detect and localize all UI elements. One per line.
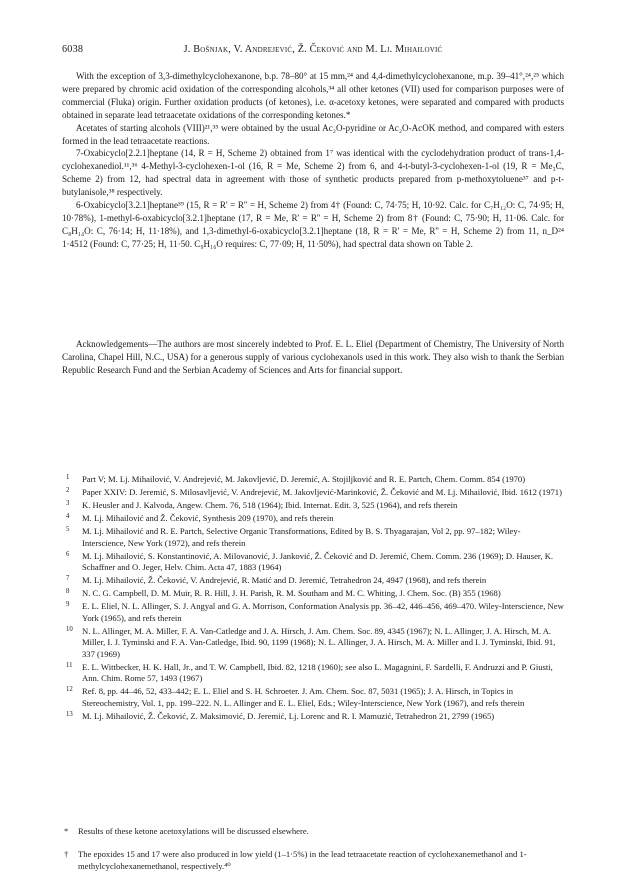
paragraph-ketones: With the exception of 3,3-dimethylcyclohexanone, b.p. 78–80° at 15 mm,²⁴ and 4,4-dimethylcyclohexanone, m.p. 39–41°,²⁴,²⁵ which were prepared by chromic acid oxidation of the corresponding alcohols,³⁴ all other ketones (VII) used for comparison purposes were of commercial (Fluka) origin. Further oxidation products (of ketones), i.e. α-acetoxy ketones, were separated and compared with products obtained in separate lead tetraacetate oxidations of the corresponding ketones.* bbox=[62, 71, 564, 120]
reference-item bbox=[62, 526, 564, 549]
footnote-text: Results of these ketone acetoxylations will be discussed elsewhere. bbox=[78, 826, 309, 836]
page-number: 6038 bbox=[62, 44, 84, 55]
paragraph-oxabicycloheptane: 7-Oxabicyclo[2.2.1]heptane (14, R = H, Scheme 2) obtained from 1⁷ was identical with the cyclodehydration product of trans-1,4-cyclohexanediol.¹¹,³⁶ 4-Methyl-3-cyclohexen-1-ol (16, R = Me, Scheme 2) from 6, and 4-t-butyl-3-cyclohexen-1-ol (19, R = Me₃C, Scheme 2) from 12, had spectral data in agreement with those of synthetic products prepared from p-methoxytoluene³⁷ and p-t-butylanisole,³⁸ respectively. bbox=[62, 148, 564, 198]
reference-text: M. Lj. Mihailović and Ž. Čeković, Synthesis 209 (1970), and refs therein bbox=[82, 512, 334, 523]
reference-number: 10 bbox=[66, 625, 73, 633]
reference-item bbox=[62, 474, 564, 486]
reference-text: M. Lj. Mihailović, Ž. Čeković, Z. Maksimović, D. Jeremić, Lj. Lorenc and R. I. Mamuzić, Tetrahedron 21, 2799 (1965) bbox=[82, 710, 495, 721]
reference-text: K. Heusler and J. Kalvoda, Angew. Chem. 76, 518 (1964); Ibid. Internat. Edit. 3, 525 (1964), and refs therein bbox=[82, 499, 458, 510]
reference-item bbox=[62, 711, 564, 723]
footnote-asterisk bbox=[62, 826, 580, 838]
reference-text: N. L. Allinger, M. A. Miller, F. A. Van-Catledge and J. A. Hirsch, J. Am. Chem. Soc. 89, 4345 (1967); N. L. Allinger, J. A. Hirsch, M. A. Miller, I. J. Tyminski and F. A. Van-Catledge, Ibid. 90, 1199 (1968); N. L. Allinger, J. A. Hirsch, M. A. Miller and I. J. Tyminski, Ibid. 91, 337 (1969) bbox=[82, 625, 556, 659]
reference-item bbox=[62, 588, 564, 600]
reference-number: 7 bbox=[66, 575, 70, 583]
reference-number: 6 bbox=[66, 550, 70, 558]
reference-text: M. Lj. Mihailović and R. E. Partch, Selective Organic Transformations, Edited by B. S. Thyagarajan, Vol 2, pp. 97–182; Wiley-Interscience, New York (1972), and refs therein bbox=[82, 525, 521, 548]
reference-item bbox=[62, 575, 564, 587]
reference-item bbox=[62, 487, 564, 499]
experimental-text bbox=[62, 70, 564, 251]
reference-text: Paper XXIV: D. Jeremić, S. Milosavljević, V. Andrejević, M. Jakovljević-Marinković, Ž. Čeković and M. Lj. Mihailović, Ibid. 1612 (1971) bbox=[82, 486, 562, 497]
reference-item bbox=[62, 686, 564, 709]
reference-number: 1 bbox=[66, 474, 70, 481]
reference-list bbox=[62, 474, 564, 724]
reference-number: 2 bbox=[66, 486, 70, 494]
footnote-text: The epoxides 15 and 17 were also produced in low yield (1–1·5%) in the lead tetraacetate reaction of cyclohexanemethanol and 1-methylcyclohexanemethanol, respectively.⁴⁰ bbox=[78, 849, 527, 871]
reference-number: 5 bbox=[66, 525, 70, 533]
reference-number: 9 bbox=[66, 601, 70, 609]
reference-text: N. C. G. Campbell, D. M. Muir, R. R. Hill, J. H. Parish, R. M. Southam and M. C. Whiting, J. Chem. Soc. (B) 355 (1968) bbox=[82, 588, 501, 599]
paragraph-acetates: Acetates of starting alcohols (VIII)²¹,³⁵ were obtained by the usual Ac₂O-pyridine or Ac₂O-AcOK method, and compared with esters formed in the lead tetraacetate reactions. bbox=[62, 122, 564, 146]
footnote-mark: † bbox=[64, 849, 69, 859]
reference-number: 8 bbox=[66, 588, 70, 596]
reference-item bbox=[62, 513, 564, 525]
footnote-dagger bbox=[62, 849, 580, 872]
reference-text: Ref. 8, pp. 44–46, 52, 433–442; E. L. Eliel and S. H. Schroeter. J. Am. Chem. Soc. 87, 5031 (1965); J. A. Hirsch, in Topics in Stereochemistry, Vol. 1, pp. 199–222. N. L. Allinger and E. L. Eliel, Eds.; Wiley-Interscience, New York (1967), and refs therein bbox=[82, 686, 525, 708]
running-authors: J. Bošnjak, V. Andrejević, Ž. Čeković and M. Lj. Mihailović bbox=[183, 44, 443, 55]
paragraph-oxabicyclooctane: 6-Oxabicyclo[3.2.1]heptane³⁹ (15, R = R' = R'' = H, Scheme 2) from 4† (Found: C, 74·75; H, 10·92. Calc. for C₇H₁₂O: C, 74·95; H, 10·78%), 1-methyl-6-oxabicyclo[3.2.1]heptane (17, R = Me, R' = R'' = H, Scheme 2) from 8† (Found: C, 75·90; H, 11·06. Calc. for C₈H₁₄O: C, 76·14; H, 11·18%), and 1,3-dimethyl-6-oxabicyclo[3.2.1]heptane (18, R = R' = Me, R'' = H, Scheme 2) from 11, n_D²⁴ 1·4512 (Found: C, 77·25; H, 11·50. C₉H₁₆O requires: C, 77·09; H, 11·50%), had spectral data shown on Table 2. bbox=[62, 200, 564, 249]
reference-text: E. L. Eliel, N. L. Allinger, S. J. Angyal and G. A. Morrison, Conformation Analysis pp. 36–42, 446–456, 469–470. Wiley-Interscience, New York (1965), and refs therein bbox=[82, 601, 564, 623]
reference-item bbox=[62, 551, 564, 574]
reference-text: Part V; M. Lj. Mihailović, V. Andrejević, M. Jakovljević, D. Jeremić, A. Stojiljković and R. E. Partch, Chem. Comm. 854 (1970) bbox=[82, 474, 526, 484]
reference-text: M. Lj. Mihailović, Ž. Čeković, V. Andrejević, R. Matić and D. Jeremić, Tetrahedron 24, 4947 (1968), and refs therein bbox=[82, 575, 487, 586]
reference-item bbox=[62, 601, 564, 624]
reference-number: 3 bbox=[66, 499, 70, 507]
acknowledgements-block bbox=[62, 338, 564, 377]
running-header bbox=[62, 44, 564, 60]
reference-text: E. L. Wittbecker, H. K. Hall, Jr., and T. W. Campbell, Ibid. 82, 1218 (1960); see also L. Magagnini, F. Sardelli, F. Andruzzi and P. Giusti, Ann. Chim. Rome 57, 1493 (1967) bbox=[82, 661, 553, 684]
reference-number: 4 bbox=[66, 512, 70, 520]
reference-number: 12 bbox=[66, 686, 73, 694]
reference-item bbox=[62, 500, 564, 512]
reference-item bbox=[62, 626, 564, 661]
acknowledgements-text: Acknowledgements—The authors are most sincerely indebted to Prof. E. L. Eliel (Department of Chemistry, The University of North Carolina, Chapel Hill, N.C., USA) for a generous supply of various cyclohexanols used in this work. They also wish to thank the Serbian Republic Research Fund and the Serbian Academy of Sciences and Arts for financial support. bbox=[62, 339, 564, 375]
footnote-mark: * bbox=[64, 826, 69, 836]
reference-number: 11 bbox=[66, 661, 73, 669]
reference-number: 13 bbox=[66, 710, 73, 718]
reference-item bbox=[62, 662, 564, 685]
reference-text: M. Lj. Mihailović, S. Konstantinović, A. Milovanović, J. Janković, Ž. Čeković and D. Jeremić, Chem. Comm. 236 (1969); D. Hauser, K. Schaffner and O. Jeger, Helv. Chim. Acta 47, 1883 (1964) bbox=[82, 550, 554, 573]
